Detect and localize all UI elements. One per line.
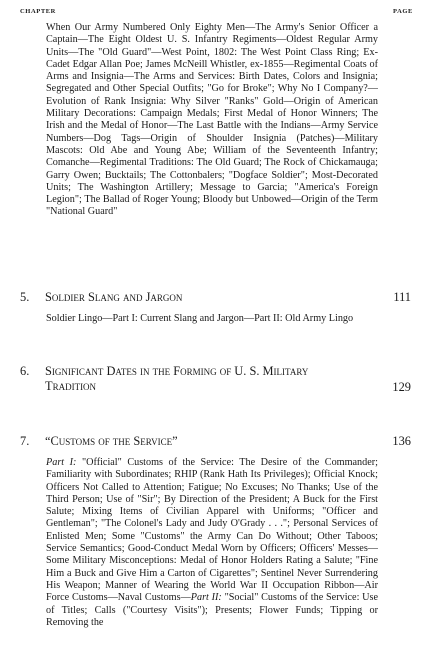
entry-5-description: Soldier Lingo—Part I: Current Slang and Jargon—Part II: Old Army Lingo [46,313,354,324]
entry-7-page: 136 [392,434,411,448]
entry-7-description [46,457,378,629]
part-2-label: Part II: [190,592,222,604]
chapter-column-label: CHAPTER [20,8,56,15]
entry-6-page: 129 [392,380,411,394]
toc-entry-7 [20,434,411,449]
entry-title-line1: Significant Dates in the Forming of U. S. Military [45,364,309,378]
entry-number: 6. [20,364,30,378]
entry-number: 7. [20,434,30,448]
toc-entry-5 [20,290,411,305]
entry-number: 5. [20,290,30,304]
continued-chapter-contents: When Our Army Numbered Only Eighty Men—The Army's Senior Officer a Captain—The Eight Oldest U. S. Infantry Regiments—Oldest Regular Army Units—The "Old Guard"—West Point, 1802: The West Point Class Ring; Ex-Cadet Edgar Allan Poe; James McNeill Whistler, ex-1855—Regimental Coats of Arms and Insignia—The Arms and Services: Birth Dates, Colors and Insignia; Segregated and Other Special Outfits; "Go for Broke"; Why No I Company?—Evolution of Rank Insignia: Why Silver "Ranks" Gold—Origin of American Military Decorations: Campaign Medals; First Medal of Honor Winners; The Irish and the Medal of Honor—The Last Battle with the Indians—Army Service Numbers—Dog Tags—Origin of Shoulder Insignia (Patches)—Military Mascots: Old Abe and Young Abe; William of the Seventeenth Infantry; Comanche—Regimental Traditions: The Old Guard; The Rock of Chickamauga; Garry Owen; Bucktails; The Cottonbalers; "Dogface Soldier"; Most-Decorated Units; The Washington Artillery; Message to Garcia; "America's Foreign Legion"; The Ballad of Roger Young; Bloody but Unbowed—Origin of the Term "National Guard" [46,22,378,218]
part-1-text: "Official" Customs of the Service: The Desire of the Commander; Familiarity with Subordinates; RHIP (Rank Hath Its Privileges); Official Knock; Officers Not Called to Attention; Fatigue; No Excuses; No Thanks; Use of the Third Person; Use of "Sir"; By Direction of the President; A Buck for the First Salute; Mixing Items of Civilian Apparel with Uniforms; "Officer and Gentleman"; "The Colonel's Lady and Judy O'Grady . . ."; Personal Services of Enlisted Men; Some "Customs" the Army Can Do Without; Other Taboos; Service Semantics; Good-Conduct Medal Worn by Officers; Officers' Messes—Some Military Misconceptions: Medal of Honor Holders Rating a Salute; "Fine Him a Buck and Give Him a Carton of Cigarettes"; Sentinel Never Surrendering His Weapon; Manner of Wearing the World War II Occupation Ribbon—Air Force Customs—Naval Customs— [46,457,378,604]
entry-title-line2: Tradition [45,379,97,393]
toc-entry-6 [20,364,411,394]
page-column-label: PAGE [393,8,413,15]
entry-5-page: 111 [393,290,411,304]
entry-title: Soldier Slang and Jargon [45,290,183,304]
part-1-label: Part I: [46,457,77,468]
part-2-text: "Social" Customs of the Service: Use of Titles; Calls ("Courtesy Visits"); Presents; Flower Funds; Tipping or Removing the [46,592,379,628]
entry-title: “Customs of the Service” [45,434,178,448]
